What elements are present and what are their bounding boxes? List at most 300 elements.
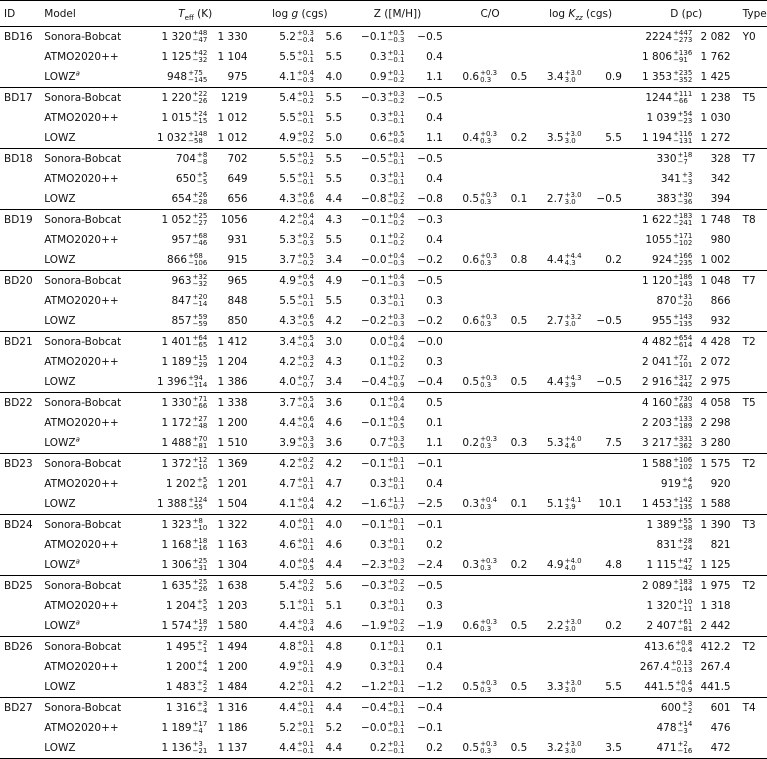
teff-value-with-error: [161, 721, 207, 735]
metallicity-best: [405, 230, 449, 250]
kzz-best: [582, 169, 630, 189]
table-row: [0, 433, 767, 454]
co-ratio-best: [497, 616, 531, 637]
teff-best: [207, 474, 253, 494]
co-ratio-upper-error: +0.3: [480, 618, 498, 626]
co-ratio-fit: [449, 454, 497, 475]
distance-lower-error: −352: [673, 76, 693, 84]
co-ratio-lower-error: 0.3: [480, 686, 492, 694]
logg-best: [314, 596, 346, 616]
metallicity-value-with-error: [361, 91, 405, 105]
distance-best-value: 4 428: [700, 336, 731, 348]
model-name: [44, 474, 137, 494]
teff-fit: [137, 413, 207, 433]
spectral-type: [743, 738, 767, 759]
logg-lower-error: −0.4: [296, 341, 314, 349]
object-id: [0, 67, 44, 88]
logg-lower-error: −0.1: [296, 56, 314, 64]
logg-best: [314, 67, 346, 88]
metallicity-value: 0.1: [369, 234, 387, 246]
logg-error-bounds: [297, 91, 314, 105]
co-ratio-lower-error: 0.3: [480, 320, 492, 328]
distance-best: [692, 169, 742, 189]
teff-error-bounds: [197, 660, 207, 674]
teff-lower-error: −21: [192, 747, 208, 755]
teff-best: [207, 27, 253, 48]
spectral-type: [743, 698, 767, 719]
teff-value-with-error: [166, 477, 207, 491]
metallicity-value: −2.3: [361, 559, 387, 571]
distance-value: 1 389: [646, 519, 677, 531]
kzz-best: [582, 108, 630, 128]
logg-value: 4.7: [279, 478, 296, 490]
kzz-lower-error: 3.0: [564, 625, 576, 633]
metallicity-value-with-error: [370, 233, 405, 247]
distance-value-with-error: [656, 192, 692, 206]
metallicity-value-with-error: [361, 253, 405, 267]
metallicity-lower-error: −0.4: [387, 341, 405, 349]
metallicity-value-with-error: [361, 274, 405, 288]
co-ratio-lower-error: 0.3: [480, 198, 492, 206]
teff-lower-error: −6: [196, 483, 208, 491]
logg-error-bounds: [297, 70, 314, 84]
co-ratio-upper-error: +0.3: [480, 313, 498, 321]
co-ratio-value: 0.6: [462, 620, 480, 632]
distance-best-value: 412.2: [700, 641, 731, 653]
kzz-upper-error: +4.4: [564, 252, 582, 260]
distance-best: [692, 555, 742, 576]
kzz-best: [582, 332, 630, 353]
object-id-label: BD16: [4, 31, 33, 43]
logg-upper-error: +0.1: [296, 151, 314, 159]
metallicity-best-value: −0.3: [417, 214, 443, 226]
model-name-label: LOWZ: [44, 193, 76, 205]
co-ratio-error-bounds: [480, 314, 497, 328]
distance-best-value: 1 425: [700, 71, 731, 83]
spectral-type: [743, 149, 767, 170]
logg-best-value: 5.6: [325, 31, 343, 43]
co-ratio-fit: [449, 128, 497, 149]
teff-best: [207, 47, 253, 67]
teff-fit: [137, 128, 207, 149]
metallicity-lower-error: −0.2: [387, 361, 405, 369]
metallicity-lower-error: −0.1: [387, 178, 405, 186]
metallicity-upper-error: +0.2: [387, 578, 405, 586]
distance-lower-error: −24: [677, 544, 693, 552]
logg-best-value: 5.2: [325, 722, 343, 734]
co-ratio-best: [497, 515, 531, 536]
object-id: [0, 454, 44, 475]
kzz-error-bounds: [565, 497, 582, 511]
header-co: [449, 1, 532, 27]
co-ratio-fit: [449, 515, 497, 536]
distance-upper-error: +28: [677, 537, 693, 545]
metallicity-best: [405, 271, 449, 292]
teff-best-value: 1 201: [217, 478, 248, 490]
logg-best: [314, 291, 346, 311]
metallicity-best-value: −0.0: [417, 336, 443, 348]
teff-error-bounds: [193, 416, 208, 430]
distance-value-with-error: [646, 619, 692, 633]
metallicity-best: [405, 128, 449, 149]
distance-best-value: 932: [710, 315, 731, 327]
spectral-type: [743, 596, 767, 616]
header-z-label: Z ([M/H]): [373, 7, 422, 20]
spectral-type: [743, 88, 767, 109]
distance-error-bounds: [675, 640, 692, 654]
metallicity-fit: [346, 210, 404, 231]
spectral-type: [743, 393, 767, 414]
kzz-best-value: 4.8: [605, 559, 622, 571]
metallicity-fit: [346, 596, 404, 616]
distance-upper-error: +31: [677, 293, 693, 301]
header-type-label: Type: [742, 7, 767, 20]
teff-best: [207, 433, 253, 454]
distance-best: [692, 311, 742, 332]
spectral-type: [743, 433, 767, 454]
metallicity-upper-error: +0.1: [387, 151, 405, 159]
header-logg-symbol: g: [291, 7, 299, 20]
metallicity-fit: [346, 433, 404, 454]
table-row: [0, 352, 767, 372]
distance-value-with-error: [645, 233, 692, 247]
metallicity-error-bounds: [388, 335, 405, 349]
logg-best: [314, 616, 346, 637]
object-id: [0, 596, 44, 616]
model-name-label: LOWZ: [44, 681, 76, 693]
distance-best: [692, 149, 742, 170]
kzz-best-value: 5.5: [605, 681, 622, 693]
logg-value-with-error: [279, 375, 314, 389]
model-name: [44, 555, 137, 576]
logg-value-with-error: [279, 253, 314, 267]
table-row: [0, 47, 767, 67]
distance-fit: [630, 433, 692, 454]
metallicity-fit: [346, 515, 404, 536]
metallicity-value: −0.1: [361, 417, 387, 429]
logg-upper-error: +0.1: [296, 659, 314, 667]
co-ratio-value-with-error: [462, 253, 497, 267]
distance-best: [692, 47, 742, 67]
distance-best-value: 1 588: [700, 498, 731, 510]
metallicity-upper-error: +0.2: [387, 618, 405, 626]
teff-best: [207, 352, 253, 372]
metallicity-upper-error: +0.4: [387, 395, 405, 403]
kzz-fit: [531, 433, 581, 454]
metallicity-best: [405, 352, 449, 372]
model-name-label: ATMO2020++: [44, 661, 119, 673]
distance-best: [692, 332, 742, 353]
logg-value: 4.2: [279, 458, 296, 470]
kzz-best: [582, 271, 630, 292]
spectral-type: [743, 67, 767, 88]
teff-upper-error: +20: [192, 293, 208, 301]
co-ratio-fit: [449, 535, 497, 555]
teff-best: [207, 698, 253, 719]
teff-best: [207, 108, 253, 128]
logg-best-value: 5.6: [325, 580, 343, 592]
logg-best-value: 4.7: [325, 478, 343, 490]
table-row: [0, 169, 767, 189]
co-ratio-best-value: 0.5: [510, 315, 528, 327]
kzz-value: 3.3: [546, 681, 564, 693]
logg-error-bounds: [297, 253, 314, 267]
kzz-upper-error: +4.1: [564, 496, 582, 504]
distance-value: 2 407: [646, 620, 677, 632]
co-ratio-error-bounds: [480, 70, 497, 84]
table-row: [0, 616, 767, 637]
logg-value: 4.3: [279, 193, 296, 205]
distance-fit: [630, 535, 692, 555]
table-row: [0, 555, 767, 576]
teff-upper-error: +25: [192, 212, 208, 220]
object-id-label: BD27: [4, 702, 33, 714]
metallicity-best: [405, 616, 449, 637]
distance-lower-error: −273: [673, 36, 693, 44]
spectral-type: [743, 372, 767, 393]
distance-lower-error: −2: [681, 707, 693, 715]
logg-upper-error: +0.6: [296, 313, 314, 321]
metallicity-value-with-error: [361, 314, 405, 328]
table-row: [0, 108, 767, 128]
metallicity-fit: [346, 291, 404, 311]
logg-lower-error: −0.2: [296, 463, 314, 471]
teff-fit: [137, 88, 207, 109]
teff-value: 847: [171, 295, 192, 307]
teff-value: 1 189: [161, 722, 192, 734]
co-ratio-error-bounds: [480, 436, 497, 450]
co-ratio-value: 0.5: [462, 376, 480, 388]
metallicity-error-bounds: [388, 680, 405, 694]
model-name: [44, 596, 137, 616]
metallicity-upper-error: +1.1: [387, 496, 405, 504]
distance-upper-error: +54: [677, 110, 693, 118]
table-row: [0, 698, 767, 719]
logg-value-with-error: [279, 660, 314, 674]
logg-error-bounds: [297, 477, 314, 491]
metallicity-fit: [346, 149, 404, 170]
teff-lower-error: −2: [196, 686, 208, 694]
teff-best-value: 1 322: [217, 519, 248, 531]
kzz-best-value: −0.5: [596, 376, 622, 388]
logg-best-value: 4.2: [325, 458, 343, 470]
logg-value: 5.3: [279, 234, 296, 246]
metallicity-fit: [346, 332, 404, 353]
footnote-marker: a: [75, 69, 80, 78]
model-name: [44, 210, 137, 231]
table-row: [0, 718, 767, 738]
object-id-label: BD20: [4, 275, 33, 287]
model-name: [44, 88, 137, 109]
kzz-error-bounds: [565, 558, 582, 572]
metallicity-lower-error: −0.1: [387, 605, 405, 613]
distance-upper-error: +30: [677, 191, 693, 199]
logg-error-bounds: [297, 436, 314, 450]
logg-error-bounds: [297, 172, 314, 186]
kzz-value: 3.2: [546, 742, 564, 754]
logg-value-with-error: [279, 640, 314, 654]
distance-fit: [630, 332, 692, 353]
logg-lower-error: −0.2: [296, 158, 314, 166]
kzz-best-value: 0.9: [605, 71, 622, 83]
logg-value: 5.5: [279, 295, 296, 307]
logg-value-with-error: [279, 70, 314, 84]
distance-upper-error: +730: [673, 395, 693, 403]
table-row: [0, 291, 767, 311]
co-ratio-lower-error: 0.3: [480, 381, 492, 389]
metallicity-lower-error: −0.5: [387, 442, 405, 450]
teff-upper-error: +5: [196, 598, 208, 606]
table-row: [0, 27, 767, 48]
logg-lower-error: −0.3: [296, 239, 314, 247]
teff-best-value: 1 203: [217, 600, 248, 612]
metallicity-upper-error: +0.1: [387, 69, 405, 77]
distance-best: [692, 27, 742, 48]
teff-best-value: 1 304: [217, 559, 248, 571]
distance-value: 870: [656, 295, 677, 307]
kzz-fit: [531, 372, 581, 393]
metallicity-upper-error: +0.1: [387, 49, 405, 57]
kzz-fit: [531, 596, 581, 616]
teff-fit: [137, 230, 207, 250]
metallicity-best: [405, 88, 449, 109]
kzz-best-value: −0.5: [596, 193, 622, 205]
kzz-fit: [531, 149, 581, 170]
teff-value-with-error: [161, 538, 207, 552]
distance-upper-error: +2: [677, 740, 688, 748]
distance-upper-error: +186: [673, 273, 693, 281]
logg-best: [314, 27, 346, 48]
metallicity-value-with-error: [370, 640, 405, 654]
distance-lower-error: −7: [677, 158, 688, 166]
footnote-marker: a: [75, 557, 80, 566]
teff-error-bounds: [193, 294, 208, 308]
teff-error-bounds: [197, 477, 207, 491]
teff-upper-error: +12: [192, 456, 208, 464]
teff-fit: [137, 555, 207, 576]
teff-fit: [137, 291, 207, 311]
distance-upper-error: +447: [673, 29, 693, 37]
logg-value-with-error: [279, 111, 314, 125]
teff-upper-error: +124: [188, 496, 208, 504]
spectral-type: [743, 555, 767, 576]
distance-value: 1 115: [646, 559, 677, 571]
logg-lower-error: −0.4: [296, 36, 314, 44]
kzz-lower-error: 3.0: [564, 686, 576, 694]
distance-best-value: 1 125: [700, 559, 731, 571]
teff-value-with-error: [176, 152, 207, 166]
metallicity-best-value: 1.1: [426, 132, 443, 144]
distance-error-bounds: [673, 253, 692, 267]
object-id: [0, 515, 44, 536]
logg-error-bounds: [297, 396, 314, 410]
metallicity-best-value: −0.5: [417, 153, 443, 165]
logg-lower-error: −0.6: [296, 198, 314, 206]
logg-error-bounds: [297, 680, 314, 694]
distance-fit: [630, 169, 692, 189]
distance-fit: [630, 596, 692, 616]
logg-fit: [254, 555, 314, 576]
co-ratio-lower-error: 0.3: [480, 76, 492, 84]
object-id: [0, 230, 44, 250]
metallicity-best: [405, 515, 449, 536]
metallicity-lower-error: −0.2: [387, 97, 405, 105]
logg-error-bounds: [297, 30, 314, 44]
logg-value: 5.5: [279, 51, 296, 63]
teff-upper-error: +5: [196, 171, 208, 179]
model-name-label: Sonora-Bobcat: [44, 580, 122, 592]
distance-value-with-error: [646, 111, 692, 125]
metallicity-best: [405, 169, 449, 189]
model-name-label: LOWZ: [44, 71, 76, 83]
teff-best-value: 1 510: [217, 437, 248, 449]
kzz-fit: [531, 698, 581, 719]
metallicity-upper-error: +0.1: [387, 476, 405, 484]
logg-upper-error: +0.3: [296, 435, 314, 443]
distance-value-with-error: [645, 91, 692, 105]
teff-value: 1 388: [157, 498, 188, 510]
distance-upper-error: +136: [673, 49, 693, 57]
distance-best: [692, 108, 742, 128]
metallicity-upper-error: +0.5: [387, 130, 405, 138]
metallicity-fit: [346, 616, 404, 637]
teff-error-bounds: [188, 70, 207, 84]
distance-value-with-error: [656, 294, 692, 308]
teff-lower-error: −66: [192, 402, 208, 410]
teff-best: [207, 88, 253, 109]
metallicity-error-bounds: [388, 457, 405, 471]
logg-best-value: 4.0: [325, 71, 343, 83]
distance-value: 924: [652, 254, 673, 266]
distance-value-with-error: [646, 599, 692, 613]
logg-value-with-error: [279, 192, 314, 206]
distance-upper-error: +18: [677, 151, 693, 159]
kzz-best: [582, 454, 630, 475]
teff-value: 1 330: [161, 397, 192, 409]
kzz-best: [582, 393, 630, 414]
kzz-fit: [531, 535, 581, 555]
kzz-best-value: −0.5: [596, 315, 622, 327]
distance-value-with-error: [642, 335, 692, 349]
teff-value: 1 396: [157, 376, 188, 388]
kzz-best: [582, 291, 630, 311]
co-ratio-fit: [449, 230, 497, 250]
teff-error-bounds: [193, 579, 208, 593]
logg-upper-error: +0.1: [296, 517, 314, 525]
logg-best: [314, 352, 346, 372]
model-name-label: Sonora-Bobcat: [44, 458, 122, 470]
model-name-label: LOWZ: [44, 620, 76, 632]
teff-lower-error: −81: [192, 442, 208, 450]
metallicity-error-bounds: [388, 294, 405, 308]
distance-best-value: 472: [710, 742, 731, 754]
spectral-type: [743, 250, 767, 271]
co-ratio-value-with-error: [462, 131, 497, 145]
kzz-best: [582, 128, 630, 149]
logg-fit: [254, 372, 314, 393]
teff-value: 963: [171, 275, 192, 287]
kzz-fit: [531, 657, 581, 677]
distance-error-bounds: [673, 355, 692, 369]
logg-best: [314, 88, 346, 109]
co-ratio-error-bounds: [480, 497, 497, 511]
metallicity-lower-error: −0.2: [387, 239, 405, 247]
distance-error-bounds: [673, 233, 692, 247]
co-ratio-upper-error: +0.3: [480, 435, 498, 443]
metallicity-error-bounds: [388, 355, 405, 369]
metallicity-value: −0.1: [361, 519, 387, 531]
logg-value: 3.9: [279, 437, 296, 449]
